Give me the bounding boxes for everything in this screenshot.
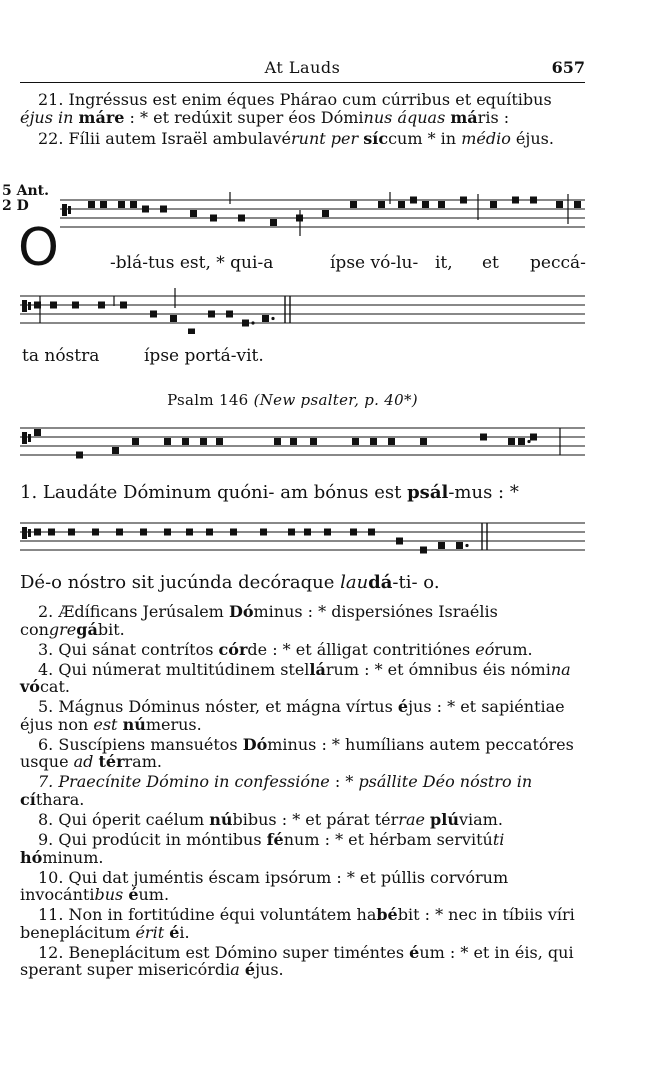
text-run: um. bbox=[138, 885, 170, 905]
neume-note bbox=[304, 529, 311, 536]
neume-note bbox=[182, 438, 189, 445]
neume-note bbox=[206, 529, 213, 536]
italic-text-run: médio bbox=[461, 129, 511, 148]
verse bbox=[20, 944, 585, 979]
bold-text-run: é bbox=[397, 697, 409, 717]
psalm-intonation-line-1 bbox=[20, 482, 519, 503]
neume-note bbox=[378, 201, 385, 208]
bold-text-run: é bbox=[244, 960, 256, 980]
top-verses bbox=[20, 91, 585, 152]
neume-note bbox=[242, 320, 249, 327]
neume-note bbox=[438, 201, 445, 208]
neume-dot bbox=[465, 544, 468, 547]
verse bbox=[20, 869, 585, 904]
italic-text-run: ad bbox=[73, 752, 94, 772]
bold-text-run: cór bbox=[218, 639, 248, 659]
clef-mark bbox=[28, 302, 31, 310]
text-run: merus. bbox=[145, 714, 202, 734]
neume-note bbox=[238, 215, 245, 222]
bold-text-run: má bbox=[450, 107, 478, 127]
neume-note bbox=[420, 547, 427, 554]
verse bbox=[20, 831, 585, 866]
neume-dot bbox=[271, 317, 274, 320]
neume-note bbox=[388, 438, 395, 445]
text-run: bit : * nec in tíbiis víri beneplácitum bbox=[20, 905, 575, 942]
neume-note bbox=[396, 538, 403, 545]
lyric-syllable: peccá- bbox=[530, 253, 586, 273]
clef-mark bbox=[22, 527, 27, 539]
bold-text-run: síc bbox=[363, 129, 389, 148]
italic-text-run: eó bbox=[475, 639, 495, 659]
neume-note bbox=[130, 201, 137, 208]
verse bbox=[20, 130, 585, 148]
bold-text-run: psál bbox=[407, 482, 449, 503]
neume-note bbox=[112, 447, 119, 454]
verse bbox=[20, 736, 585, 771]
neume-note bbox=[422, 201, 429, 208]
antiphon-mode: 2 D bbox=[2, 198, 29, 214]
neume-note bbox=[164, 529, 171, 536]
clef-mark bbox=[22, 432, 27, 444]
running-header bbox=[20, 56, 585, 83]
text-run: 21. Ingréssus est enim éques Phárao cum cúrribus et equítibus bbox=[38, 90, 552, 109]
text-run: viam. bbox=[458, 810, 503, 830]
neume-note bbox=[288, 529, 295, 536]
text-run: jus : * et sapiéntiae éjus non bbox=[20, 697, 565, 734]
neume-note bbox=[350, 201, 357, 208]
text-run: 1. Laudáte Dóminum quóni- am bónus est bbox=[20, 482, 408, 503]
lyric-syllable: et bbox=[482, 253, 499, 273]
neume-note bbox=[368, 529, 375, 536]
italic-text-run: a bbox=[230, 960, 240, 980]
neume-note bbox=[34, 429, 41, 436]
italic-text-run: ti bbox=[492, 830, 505, 850]
bold-text-run: Dó bbox=[242, 734, 268, 754]
text-run: thara. bbox=[35, 789, 85, 809]
bold-text-run: bé bbox=[376, 905, 398, 925]
neume-note bbox=[230, 529, 237, 536]
text-run: bit. bbox=[97, 619, 125, 639]
text-run: 4. Qui númerat multitúdinem stel bbox=[38, 659, 310, 679]
psalm-intonation-line-2 bbox=[20, 572, 440, 593]
text-run: bibus : * et párat tér bbox=[232, 810, 399, 830]
clef-mark bbox=[22, 300, 27, 312]
text-run: 8. Qui óperit caélum bbox=[38, 810, 210, 830]
text-run: minus : * dispersiónes Israélis con bbox=[20, 602, 498, 639]
neume-note bbox=[350, 529, 357, 536]
text-run: -ti- o. bbox=[392, 572, 440, 593]
clef-mark bbox=[28, 434, 31, 442]
italic-text-run: áquas bbox=[397, 107, 446, 127]
bold-text-run: nú bbox=[209, 810, 233, 830]
text-run: jus. bbox=[255, 960, 284, 980]
neume-note bbox=[262, 315, 269, 322]
psalm-title-reference: (New psalter, p. 40*) bbox=[253, 391, 418, 409]
italic-text-run: rae bbox=[398, 810, 425, 830]
text-run: rum bbox=[298, 867, 332, 887]
lyric-syllable: ta nóstra bbox=[22, 346, 100, 366]
neume-note bbox=[420, 438, 427, 445]
text-run: 22. Fílii autem Israël ambulavé bbox=[38, 129, 291, 148]
italic-text-run: est bbox=[93, 714, 118, 734]
neume-note bbox=[50, 302, 57, 309]
neume-dot bbox=[251, 321, 254, 324]
italic-text-run: bus bbox=[94, 885, 124, 905]
neume-note bbox=[164, 438, 171, 445]
neume-note bbox=[556, 201, 563, 208]
neume-note bbox=[530, 197, 537, 204]
italic-text-run: lau bbox=[340, 572, 369, 593]
text-run: 2. Ædíficans Jerúsalem bbox=[38, 602, 229, 621]
text-run: 10. Qui dat juméntis éscam ipsó bbox=[38, 867, 299, 887]
neume-note bbox=[98, 302, 105, 309]
neume-note bbox=[116, 529, 123, 536]
neume-note bbox=[512, 197, 519, 204]
text-run: Dé-o nóstro sit jucúnda decóraque bbox=[20, 572, 341, 593]
neume-note bbox=[68, 529, 75, 536]
neume-note bbox=[270, 219, 277, 226]
neume-note bbox=[370, 438, 377, 445]
neume-note bbox=[100, 201, 107, 208]
antiphon-initial: O bbox=[18, 218, 59, 278]
bold-text-run: nú bbox=[122, 714, 146, 734]
neume-note bbox=[290, 438, 297, 445]
bold-text-run: é bbox=[128, 885, 139, 905]
verse bbox=[20, 661, 585, 696]
antiphon-number: 5 Ant. bbox=[2, 183, 49, 199]
antiphon-staff-1 bbox=[60, 192, 585, 242]
bold-text-run: lá bbox=[309, 659, 326, 679]
text-run: -mus : * bbox=[448, 482, 519, 503]
neume-note bbox=[518, 438, 525, 445]
neume-note bbox=[310, 438, 317, 445]
neume-note bbox=[190, 210, 197, 217]
page-number: 657 bbox=[551, 58, 585, 77]
bold-text-run: cí bbox=[20, 789, 36, 809]
psalm-title bbox=[0, 391, 585, 409]
verse bbox=[20, 603, 585, 638]
bold-text-run: hó bbox=[20, 847, 43, 867]
clef-mark bbox=[68, 206, 71, 214]
bold-text-run: gá bbox=[76, 619, 98, 639]
bottom-verses bbox=[20, 603, 585, 982]
text-run: 11. Non in fortitúdine équi voluntátem ha bbox=[38, 905, 377, 925]
text-run: de : * et álligat contritiónes bbox=[247, 639, 476, 659]
neume-note bbox=[410, 197, 417, 204]
neume-note bbox=[200, 438, 207, 445]
text-run: minus : * humílians autem peccatóres usque bbox=[20, 734, 574, 772]
bold-text-run: é bbox=[169, 922, 180, 942]
italic-text-run: psállite Déo nóstro in bbox=[358, 772, 533, 792]
neume-note bbox=[188, 329, 195, 335]
text-run: : * et redúxit super éos Dómi bbox=[124, 107, 364, 127]
text-run: minum. bbox=[42, 847, 104, 867]
neume-note bbox=[438, 542, 445, 549]
text-run: : * bbox=[329, 772, 359, 792]
bold-text-run: vó bbox=[20, 677, 40, 697]
verse bbox=[20, 641, 585, 659]
neume-note bbox=[480, 434, 487, 441]
bold-text-run: dá bbox=[368, 572, 393, 593]
text-run: 9. Qui prodúcit in móntibus bbox=[38, 830, 267, 850]
psalm-title-text: Psalm 146 bbox=[167, 391, 254, 409]
text-run: rum. bbox=[494, 639, 533, 659]
neume-note bbox=[274, 438, 281, 445]
verse bbox=[20, 906, 585, 941]
text-run: 5. Mágnus Dóminus nóster, et mágna vírtus bbox=[38, 697, 398, 717]
italic-text-run: na bbox=[550, 659, 571, 679]
text-run: 6. Suscípiens mansuétos bbox=[38, 734, 243, 754]
bold-text-run: fé bbox=[266, 830, 284, 850]
neume-note bbox=[140, 529, 147, 536]
neume-note bbox=[142, 206, 149, 213]
neume-note bbox=[72, 302, 79, 309]
antiphon-staff-2 bbox=[20, 288, 585, 334]
neume-note bbox=[150, 311, 157, 318]
verse bbox=[20, 698, 585, 733]
italic-text-run: nus bbox=[363, 107, 393, 127]
neume-note bbox=[170, 315, 177, 322]
psalm-tone-staff-1 bbox=[20, 422, 585, 470]
text-run: ram. bbox=[124, 752, 162, 772]
text-run: cat. bbox=[39, 677, 70, 697]
antiphon-mode-label bbox=[2, 184, 49, 214]
text-run: 3. Qui sánat contrítos bbox=[38, 639, 219, 659]
neume-note bbox=[34, 529, 41, 536]
clef-mark bbox=[28, 529, 31, 537]
clef-mark bbox=[62, 204, 67, 216]
bold-text-run: tér bbox=[98, 752, 125, 772]
lyric-syllable: ípse portá-vit. bbox=[144, 346, 264, 366]
bold-text-run: é bbox=[409, 942, 420, 962]
neume-note bbox=[574, 201, 581, 208]
italic-text-run: runt per bbox=[291, 129, 359, 148]
psalm-tone-staff-2 bbox=[20, 515, 585, 563]
bold-text-run: máre bbox=[78, 107, 125, 127]
section-title: At Lauds bbox=[264, 58, 341, 77]
neume-note bbox=[186, 529, 193, 536]
neume-note bbox=[490, 201, 497, 208]
italic-text-run: érit bbox=[135, 922, 165, 942]
bold-text-run: plú bbox=[430, 810, 459, 830]
neume-note bbox=[460, 197, 467, 204]
text-run: 12. Beneplácitum est Dómino super timéntes bbox=[38, 942, 410, 962]
italic-text-run: 7. Praecínite Dómino in confessió bbox=[38, 772, 310, 792]
neume-note bbox=[260, 529, 267, 536]
neume-note bbox=[322, 210, 329, 217]
neume-note bbox=[324, 529, 331, 536]
text-run: éjus. bbox=[510, 129, 554, 148]
text-run: rum : * et ómnibus éis nómi bbox=[325, 659, 551, 679]
verse bbox=[20, 91, 585, 126]
neume-note bbox=[48, 529, 55, 536]
neume-note bbox=[398, 201, 405, 208]
text-run: : * et púllis corvórum invocánti bbox=[20, 867, 509, 905]
neume-note bbox=[216, 438, 223, 445]
neume-note bbox=[530, 434, 537, 441]
neume-note bbox=[88, 201, 95, 208]
text-run: cum * in bbox=[388, 129, 462, 148]
neume-note bbox=[132, 438, 139, 445]
neume-note bbox=[76, 452, 83, 459]
verse bbox=[20, 811, 585, 829]
text-run: num : * et hérbam servitú bbox=[283, 830, 493, 850]
neume-note bbox=[92, 529, 99, 536]
italic-text-run: ne bbox=[310, 772, 330, 792]
neume-note bbox=[210, 215, 217, 222]
text-run: ris : bbox=[477, 107, 510, 127]
verse bbox=[20, 773, 585, 808]
italic-text-run: gre bbox=[48, 619, 77, 639]
neume-note bbox=[352, 438, 359, 445]
italic-text-run: éjus in bbox=[20, 107, 74, 127]
neume-note bbox=[456, 542, 463, 549]
neume-note bbox=[208, 311, 215, 318]
neume-note bbox=[508, 438, 515, 445]
lyric-syllable: ípse vó-lu- bbox=[330, 253, 419, 273]
neume-note bbox=[226, 311, 233, 318]
bold-text-run: Dó bbox=[228, 602, 254, 621]
text-run: i. bbox=[179, 922, 190, 942]
lyric-syllable: it, bbox=[435, 253, 453, 273]
neume-note bbox=[120, 302, 127, 309]
neume-note bbox=[160, 206, 167, 213]
text-run: um : * et in éis, qui sperant super misericórdi bbox=[20, 942, 574, 980]
lyric-syllable: -blá-tus est, * qui-a bbox=[110, 253, 274, 273]
neume-note bbox=[118, 201, 125, 208]
